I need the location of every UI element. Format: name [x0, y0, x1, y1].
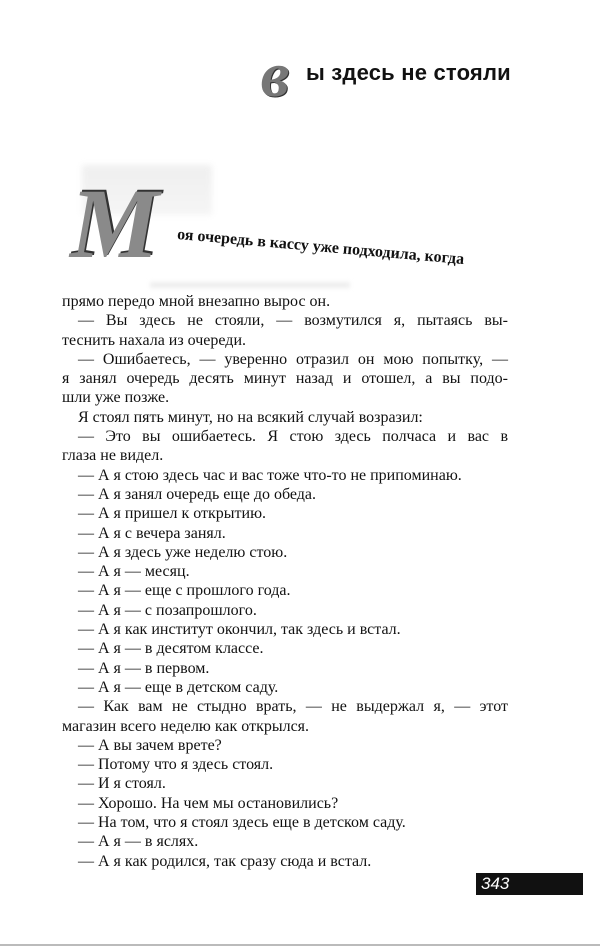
text-line: теснить нахала из очереди. [62, 331, 246, 349]
text-line: — А я пришел к открытию. [78, 505, 267, 523]
text-line: — А я как институт окончил, так здесь и встал. [78, 621, 401, 639]
text-line: — А вы зачем врете? [78, 736, 222, 754]
body-text [62, 292, 508, 871]
chapter-title-initial: в [260, 39, 290, 110]
text-line: Я стоял пять минут, но на всякий случай возразил: [78, 408, 423, 426]
drop-cap: М [70, 168, 159, 279]
page-number-box [476, 873, 583, 895]
text-line: — А я как родился, так сразу сюда и встал. [78, 852, 372, 870]
text-line: — А я — в первом. [78, 659, 210, 677]
text-line: — Ошибаетесь, — уверенно отразил он мою попытку, — [78, 350, 508, 368]
text-line: — А я стою здесь час и вас тоже что-то не припоминаю. [78, 466, 462, 484]
text-line: глаза не видел. [62, 447, 164, 465]
decorative-underline [150, 282, 350, 288]
text-line: — А я с вечера занял. [78, 524, 226, 542]
page-number: 343 [481, 874, 510, 893]
text-line: прямо передо мной внезапно вырос он. [62, 293, 331, 310]
bottom-rule [0, 944, 600, 946]
text-line: — Хорошо. На чем мы остановились? [78, 794, 339, 812]
first-line: оя очередь в кассу уже подходила, когда [176, 226, 465, 269]
text-line: — И я стоял. [78, 775, 166, 793]
text-line: — А я — месяц. [78, 563, 190, 581]
text-line: — А я — с позапрошлого. [78, 601, 257, 619]
text-line: — На том, что я стоял здесь еще в детском саду. [78, 814, 406, 832]
text-line: — А я — еще с прошлого года. [78, 582, 291, 600]
text-line: магазин всего неделю как открылся. [62, 717, 310, 735]
text-line: — А я занял очередь еще до обеда. [78, 485, 317, 503]
text-line: — А я — в яслях. [78, 833, 199, 851]
text-line: — Как вам не стыдно врать, — не выдержал я, — этот [78, 698, 508, 716]
chapter-title: ы здесь не стояли [306, 60, 511, 85]
text-line: я занял очередь десять минут назад и отошел, а вы подо- [62, 370, 508, 388]
text-line: шли уже позже. [62, 389, 170, 407]
text-line: — А я — в десятом классе. [78, 640, 264, 658]
text-line: — Вы здесь не стояли, — возмутился я, пытаясь вы- [78, 312, 508, 330]
text-line: — А я здесь уже неделю стою. [78, 543, 288, 561]
text-line: — Это вы ошибаетесь. Я стою здесь полчаса и вас в [78, 428, 508, 446]
text-line: — Потому что я здесь стоял. [78, 756, 274, 774]
text-line: — А я — еще в детском саду. [78, 678, 279, 696]
